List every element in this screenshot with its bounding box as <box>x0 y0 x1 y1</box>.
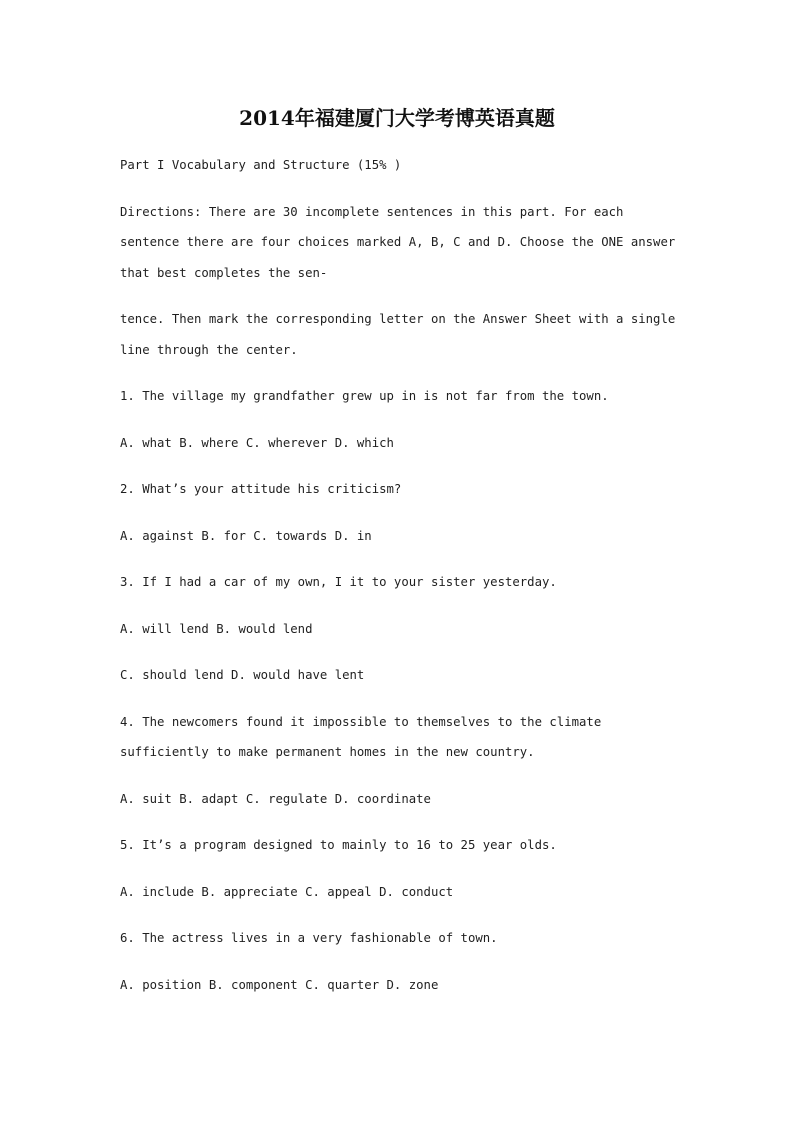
question-2-stem: 2. What’s your attitude his criticism? <box>120 482 402 496</box>
question-5-options: A. include B. appreciate C. appeal D. conduct <box>120 884 454 899</box>
directions-paragraph-1: Directions: There are 30 incomplete sentences in this part. For each sentence there are four choices marked A, B, C and D. Choose the ONE answer that best completes the sen- <box>120 204 676 280</box>
question-3-options-line-1: A. will lend B. would lend <box>120 621 313 636</box>
directions-paragraph-2: tence. Then mark the corresponding letter on the Answer Sheet with a single line through the center. <box>120 312 676 357</box>
question-1-options: A. what B. where C. wherever D. which <box>120 435 394 450</box>
document-body <box>120 150 680 1000</box>
document-title: 2014年福建厦门大学考博英语真题 <box>239 106 555 130</box>
question-5-stem: 5. It’s a program designed to mainly to 16 to 25 year olds. <box>120 838 557 852</box>
question-4-options: A. suit B. adapt C. regulate D. coordinate <box>120 791 431 806</box>
question-3-stem: 3. If I had a car of my own, I it to your sister yesterday. <box>120 575 557 589</box>
question-1-stem: 1. The village my grandfather grew up in is not far from the town. <box>120 389 609 403</box>
question-6-stem: 6. The actress lives in a very fashionable of town. <box>120 931 498 945</box>
question-6-options: A. position B. component C. quarter D. zone <box>120 977 439 992</box>
part-heading: Part I Vocabulary and Structure (15% ) <box>120 158 402 172</box>
question-4-stem: 4. The newcomers found it impossible to themselves to the climate sufficiently to make permanent homes in the new country. <box>120 714 602 759</box>
question-2-options: A. against B. for C. towards D. in <box>120 528 372 543</box>
question-3-options-line-2: C. should lend D. would have lent <box>120 668 365 682</box>
